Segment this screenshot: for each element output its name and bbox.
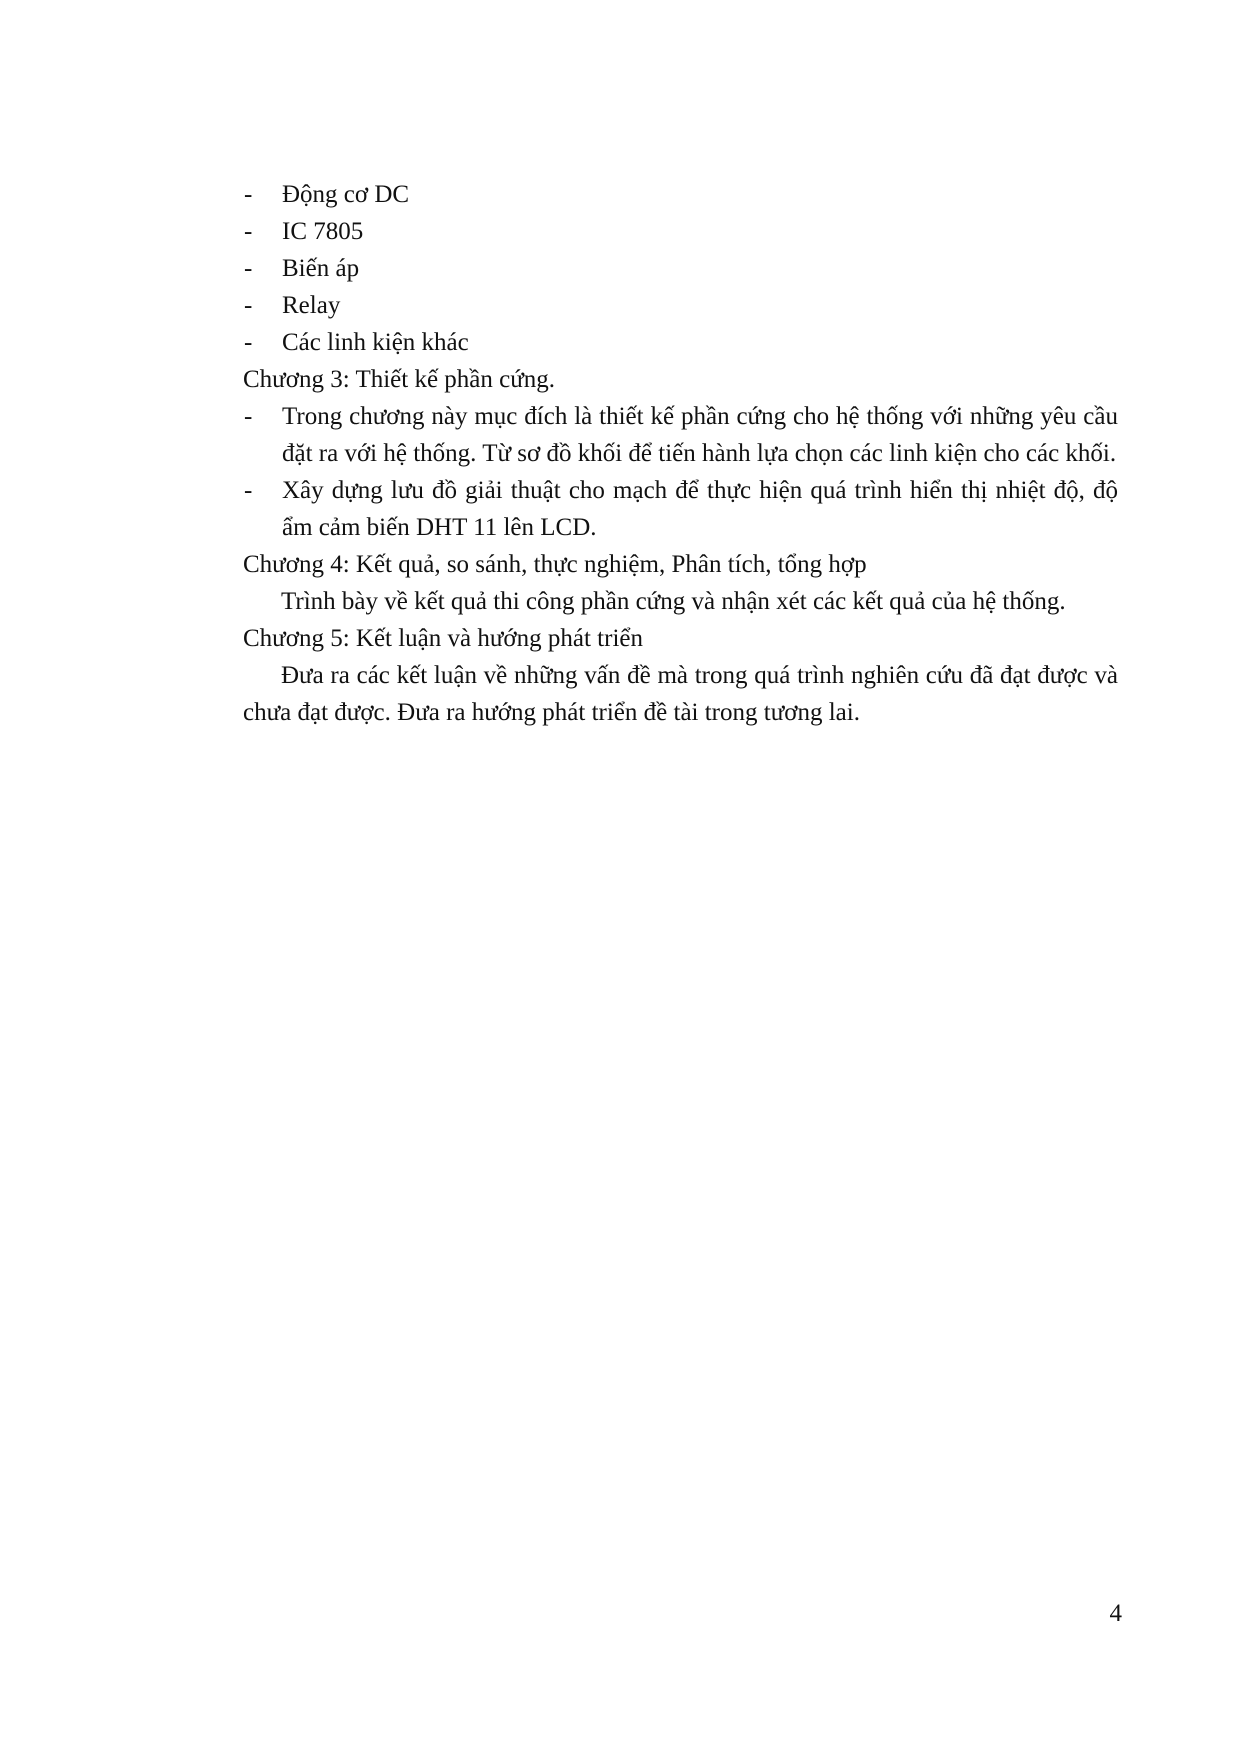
list-item: [243, 324, 1118, 361]
bullet-marker: -: [244, 403, 253, 430]
chapter3-bullet-text: Xây dựng lưu đồ giải thuật cho mạch để thực hiện quá trình hiển thị nhiệt độ, độ ẩm cảm biến DHT 11 lên LCD.: [282, 477, 1118, 541]
chapter4-heading: Chương 4: Kết quả, so sánh, thực nghiệm, Phân tích, tổng hợp: [243, 551, 867, 578]
list-item-text: Động cơ DC: [282, 181, 410, 208]
components-list: [243, 176, 1118, 361]
bullet-marker: -: [244, 255, 253, 282]
page-content: [243, 176, 1118, 731]
list-item-text: Relay: [282, 292, 341, 319]
chapter3-heading: Chương 3: Thiết kế phần cứng.: [243, 366, 556, 393]
list-item-text: Các linh kiện khác: [282, 329, 469, 356]
chapter3-bullet-text: Trong chương này mục đích là thiết kế phần cứng cho hệ thống với những yêu cầu đặt ra với hệ thống. Từ sơ đồ khối để tiến hành lựa chọn các linh kiện cho các khối.: [282, 403, 1118, 467]
chapter5-heading: Chương 5: Kết luận và hướng phát triển: [243, 625, 643, 652]
list-item: [243, 398, 1118, 472]
list-item-text: IC 7805: [282, 218, 364, 245]
chapter5-paragraph: Đưa ra các kết luận về những vấn đề mà trong quá trình nghiên cứu đã đạt được và chưa đạt được. Đưa ra hướng phát triển đề tài trong tương lai.: [243, 662, 1118, 726]
list-item: [243, 176, 1118, 213]
chapter4-paragraph: Trình bày về kết quả thi công phần cứng và nhận xét các kết quả của hệ thống.: [281, 588, 1066, 615]
bullet-marker: -: [244, 329, 253, 356]
list-item: [243, 472, 1118, 546]
bullet-marker: -: [244, 477, 253, 504]
page-number: 4: [1109, 1600, 1122, 1627]
list-item-text: Biến áp: [282, 255, 360, 282]
bullet-marker: -: [244, 218, 253, 245]
list-item: [243, 213, 1118, 250]
bullet-marker: -: [244, 292, 253, 319]
list-item: [243, 250, 1118, 287]
list-item: [243, 287, 1118, 324]
bullet-marker: -: [244, 181, 253, 208]
